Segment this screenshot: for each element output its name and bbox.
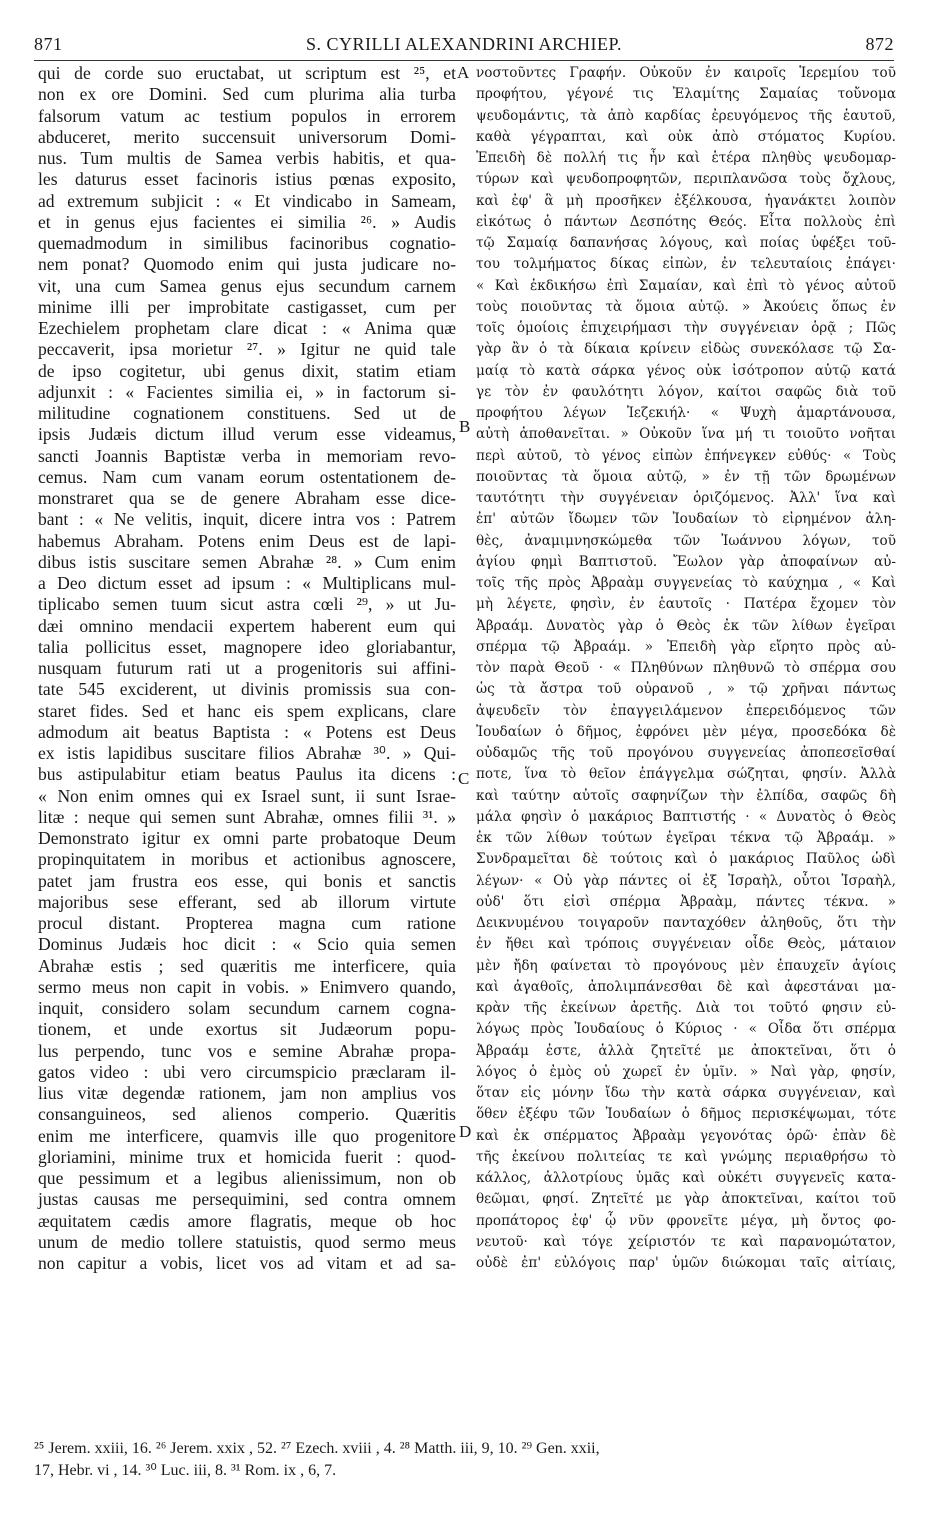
greek-text-line: Ἐπειδὴ δὲ πολλή τις ἦν καὶ ἑτέρα πληθὺς ψευδομαρ- [476,150,896,166]
latin-text-line: gatos video : ubi vero circumspicio præclaram il- [38,1061,456,1082]
latin-text-line: falsorum vatum ac testium populos in errorem [38,105,456,126]
latin-text-line: minime illi per improbitate castigasset, cum per [38,296,456,317]
latin-text-line: gloriamini, minime trux et homicida fuerit : quod- [38,1146,456,1167]
latin-text-line: ipsis Judæis dictum illud verum esse videamus, [38,424,456,445]
latin-text-line: les daturus esset facinoris istius pœnas exposito, [38,169,456,190]
latin-text-line: ex istis lapidibus suscitare filios Abrahæ ³⁰. » Qui- [38,743,456,763]
latin-text-line: non ex ore Domini. Sed cum plurima alia turba [38,84,456,105]
greek-text-line: μὲν ἤδη φαίνεται τὸ προγόνους μὲν ἐπαυχεῖν ἁγίοις [476,957,896,974]
latin-text-line: unum de medio tollere statuistis, quod sermo meus [38,1231,456,1252]
latin-text-line: nus. Tum multis de Samea verbis habitis, et qua- [38,148,456,168]
greek-text-line: λόγος ὁ ἐμὸς οὐ χωρεῖ ἐν ὑμῖν. » Ναὶ γὰρ, φησίν, [476,1063,896,1080]
greek-text-line: σπέρμα τῷ Ἀβραάμ. » Ἐπειδὴ γὰρ εἴρητο πρὸς αὐ- [476,638,896,655]
latin-text-line: dæi omnino mendacii expertem haberent eum qui [38,615,456,636]
greek-text-line: κρὰν τῆς ἐκείνων ἀρετῆς. Διὰ τοι τοῦτό φησιν εὐ- [476,1000,896,1016]
latin-text-line: de ipso cogitetur, ubi genus dixit, statim etiam [38,360,456,381]
latin-text-line: qui de corde suo eructabat, ut scriptum est ²⁵, et [38,63,456,83]
latin-text-line: cemus. Nam cum vanam eorum ostentationem de- [38,466,456,487]
page-header [34,34,894,58]
greek-text-line: τοῖς τῆς πρὸς Ἀβραὰμ συγγενείας τὸ καύχημα , « Καὶ [476,575,896,591]
greek-text-line: κάλλος, ἀλλοτρίους ὑμᾶς καὶ οὐκέτι συγγενεῖς κατα- [476,1170,896,1186]
greek-text-line: τοὺς ποιοῦντας τὰ ὅμοια αὐτῷ. » Ἀκούεις ὅπως ἐν [476,298,896,315]
greek-text-line: ἁγίου φημὶ Βαπτιστοῦ. Ἔωλον γὰρ ἀποφαίνων αὐ- [476,553,896,570]
greek-text-line: καὶ ἐφ' ἃ μὴ προσῆκεν ἐξέλκουσα, ἠγανάκτει λοιπὸν [476,192,896,209]
latin-text-line: talia pollicitus esset, magnopere ideo gloriabantur, [38,636,456,657]
latin-text-line: ad extremum subjicit : « Et vindicabo in Sameam, [38,190,456,211]
latin-text-line: habemus Abraham. Potens enim Deus est de lapi- [38,530,456,551]
latin-text-line: consanguineos, sed alienos comperio. Quæritis [38,1104,456,1125]
greek-text-line: ὅθεν ἐξέφυ τῶν Ἰουδαίων ὁ δῆμος περισκέψωμαι, τότε [476,1106,896,1123]
latin-text-line: bant : « Ne velitis, inquit, dicere intra vos : Patrem [38,509,456,530]
greek-text-line: ἀψευδεῖν τὸν ἐπαγγειλάμενον ἐπερειδόμενος τῶν [476,702,896,719]
latin-text-line: vit, una cum Samea genus ejus secundum carnem [38,275,456,296]
latin-text-line: Dominus Judæis hoc dicit : « Scio quia semen [38,934,456,955]
greek-text-line: Δεικνυμένου τοιγαροῦν πανταχόθεν ἀληθοῦς, ὅτι τὴν [476,915,896,931]
greek-text-line: γὰρ ἂν ὁ τὰ δίκαια κρίνειν εἰδὼς συνεκόλασε τῷ Σα- [476,341,896,358]
header-rule [34,60,894,61]
greek-text-line: Συνδραμεῖται δὲ τούτοις καὶ ὁ μακάριος Παῦλος ὡδὶ [476,851,896,868]
greek-text-line: ποτε, ἵνα τὸ θεῖον ἐπάγγελμα σώζηται, φησίν. Ἀλλὰ [476,766,896,783]
greek-column [476,63,896,1274]
footnote-line: 17, Hebr. vi , 14. ³⁰ Luc. iii, 8. ³¹ Rom. ix , 6, 7. [34,1462,337,1479]
latin-text-line: adjunxit : « Facientes similia ei, » in factorum si- [38,381,456,402]
greek-text-line: εἰκότως ὁ πάντων Δεσπότης Θεός. Εἶτα πολλοὺς ἐπὶ [476,213,896,230]
margin-marker-b: B [459,417,471,436]
greek-text-line: οὐδὲ ἐπ' εὐλόγοις παρ' ὑμῶν διώκομαι ταῖς αἰτίαις, [476,1255,896,1271]
greek-text-line: γε τὸν ἐν φαυλότητι λόγον, καίτοι σαφῶς διὰ τοῦ [476,383,896,400]
greek-text-line: νοστοῦντες Γραφήν. Οὐκοῦν ἐν καιροῖς Ἱερεμίου τοῦ [476,65,896,81]
margin-marker-d: D [459,1122,472,1141]
latin-text-line: staret fides. Sed et hanc eis spem explicans, clare [38,700,456,721]
greek-text-line: τύρων καὶ ψευδοπροφητῶν, περιπλανῶσα τοὺς ὄχλους, [476,171,896,188]
greek-text-line: προφήτου λέγων Ἰεζεκιήλ· « Ψυχὴ ἁμαρτάνουσα, [476,405,896,421]
greek-text-line: ἐν ἤθει καὶ τρόποις συγγένειαν οἶδε Θεὸς, μάταιον [476,936,896,953]
latin-text-line: inquit, considero solam secundum carnem cogna- [38,998,456,1018]
latin-text-line: justas causas me persequimini, sed contra omnem [38,1189,456,1210]
latin-text-line: monstraret qua se de genere Abraham esse dice- [38,488,456,508]
greek-text-line: θεῶμαι, φησί. Ζητεῖτέ με γὰρ ἀποκτεῖναι, καίτοι τοῦ [476,1191,896,1208]
latin-text-line: et in genus ejus facientes ei similia ²⁶. » Audis [38,211,456,232]
latin-text-line: patet jam frustra eos esse, qui bonis et sanctis [38,870,456,891]
latin-text-line: militudine cognationem constituens. Sed ut de [38,403,456,423]
latin-text-line: quemadmodum in similibus facinoribus cognatio- [38,233,456,253]
greek-text-line: τῷ Σαμαίᾳ δαπανήσας λόγους, καὶ ποίας ὑφέξει τοῦ- [476,235,896,251]
greek-text-line: τῆς ἐκείνου πολιτείας τε καὶ γνώμης περιαθρήσω τὸ [476,1148,896,1165]
latin-text-line: sermo meus non capit in vobis. » Enimvero quando, [38,976,456,997]
greek-text-line: θὲς, ἀναμιμνησκώμεθα τῶν Ἰωάννου λόγων, τοῦ [476,532,896,549]
greek-text-line: προπάτορος ἐφ' ᾧ νῦν φρονεῖτε μέγα, μὴ ὄντος φο- [476,1212,896,1229]
latin-text-line: a Deo dictum esset ad ipsum : « Multiplicans mul- [38,573,456,593]
page-number-right: 872 [865,34,894,54]
latin-text-line: admodum ait beatus Baptista : « Potens est Deus [38,721,456,742]
greek-text-line: περὶ αὐτοῦ, τὸ γένος εἰπὼν ἐπήνεγκεν εὐθύς· « Τοὺς [476,447,896,464]
greek-text-line: νευτοῦ· καὶ τόγε χείριστόν τε καὶ παρανομώτατον, [476,1233,896,1250]
greek-text-line: ψευδομάντις, τὰ ἀπὸ καρδίας ἐρευγόμενος τῆς ἑαυτοῦ, [476,107,896,124]
latin-text-line: dibus istis suscitare semen Abrahæ ²⁸. » Cum enim [38,551,456,572]
latin-text-line: Demonstrato igitur ex omni parte probatoque Deum [38,828,456,848]
latin-text-line: majoribus sese efferant, sed ab illorum virtute [38,891,456,912]
greek-text-line: οὐδ' ὅτι εἰσὶ σπέρμα Ἀβραὰμ, πάντες τέκνα. » [476,893,896,910]
greek-text-line: Ἀβραάμ. Δυνατὸς γὰρ ὁ Θεὸς ἐκ τῶν λίθων ἐγεῖραι [476,617,896,634]
latin-text-line: tate 545 exciderent, ut divinis promissis sua con- [38,679,456,700]
latin-text-line: peccaverit, ipsa morietur ²⁷. » Igitur ne quid tale [38,339,456,360]
greek-text-line: ποιοῦντας τὰ ὅμοια αὐτῷ, » ἐν τῇ τῶν δρωμένων [476,468,896,485]
greek-text-line: ὅταν εἰς μόνην ἴδω τὴν κατὰ σάρκα συγγένειαν, καὶ [476,1085,896,1101]
greek-text-line: αὐτὴ ἀποθανεῖται. » Οὐκοῦν ἵνα μή τι τοιοῦτο νοῆται [476,426,896,443]
greek-text-line: καὶ ἀγαθοῖς, ἀπολιμπάνεσθαι δὲ καὶ ἀφεστάναι μα- [476,978,896,995]
latin-text-line: litæ : neque qui semen sunt Abrahæ, omnes filii ³¹. » [38,806,456,827]
latin-text-line: enim me interficere, quamvis ille quo progenitore [38,1125,456,1146]
greek-text-line: καὶ ἐκ σπέρματος Ἀβραὰμ γεγονότας ὁρῶ· ἐπὰν δὲ [476,1127,896,1144]
greek-text-line: καὶ ταύτην αὐτοῖς σαφηνίζων τὴν ἐλπίδα, σαφῶς δὴ [476,787,896,804]
latin-text-line: lus perpendo, tunc vos e semine Abrahæ propa- [38,1040,456,1061]
latin-text-line: tionem, et unde exortus sit Judæorum popu- [38,1019,456,1040]
greek-text-line: του τολμήματος δίκας εἰπὼν, ἐν τελευταίοις ἐπάγει· [476,256,896,273]
latin-text-line: Abrahæ estis ; sed quæritis me interficere, quia [38,955,456,976]
footnotes [34,1438,894,1482]
greek-text-line: μαίᾳ τὸ κατὰ σάρκα γένος οὐκ ἰσότροπον αὐτῷ κατά [476,362,896,379]
greek-text-line: λέγων· « Οὐ γὰρ πάντες οἱ ἐξ Ἰσραὴλ, οὗτοι Ἰσραὴλ, [476,872,896,889]
greek-text-line: τὸν παρὰ Θεοῦ · « Πληθύνων πληθυνῶ τὸ σπέρμα σου [476,660,896,676]
latin-text-line: propinquitatem in moribus et actionibus agnoscere, [38,849,456,870]
latin-text-line: Ezechielem prophetam clare dicat : « Anima quæ [38,318,456,338]
latin-text-line: lius vitæ degendæ rationem, jam non amplius vos [38,1083,456,1103]
latin-text-line: sancti Joannis Baptistæ verba in memoriam revo- [38,445,456,466]
greek-text-line: Ἰουδαίων ὁ δῆμος, ἐφρόνει μὲν μέγα, προσεδόκα δὲ [476,723,896,740]
latin-text-line: « Non enim omnes qui ex Israel sunt, ii sunt Israe- [38,785,456,806]
footnote-line: ²⁵ Jerem. xxiii, 16. ²⁶ Jerem. xxix , 52. ²⁷ Ezech. xviii , 4. ²⁸ Matth. iii, 9, 10. ²⁹ Gen. xxii, [34,1440,600,1457]
latin-text-line: bus astipulabitur etiam beatus Paulus ita dicens : [38,764,456,785]
running-title: S. CYRILLI ALEXANDRINI ARCHIEP. [305,34,622,54]
greek-text-line: ταυτότητι τὴν συγγένειαν ὁριζόμενος. Ἀλλ' ἵνα καὶ [476,490,896,506]
latin-text-line: non capitur a vobis, licet vos ad vitam et ad sa- [38,1253,456,1273]
latin-text-line: procul distant. Propterea magna cum ratione [38,913,456,933]
greek-text-line: ἐκ τῶν λίθων τούτων ἐγεῖραι τέκνα τῷ Ἀβραάμ. » [476,830,896,846]
latin-text-line: tiplicabo semen tuum sicut astra cœli ²⁹, » ut Ju- [38,594,456,615]
margin-marker-c: C [458,769,470,788]
latin-text-line: nusquam futurum rati ut a progenitoris sui affini- [38,658,456,678]
greek-text-line: τοῖς ὁμοίοις ἐπιχειρήμασι τὴν συγγένειαν ὁρᾷ ; Πῶς [476,320,896,336]
latin-text-line: que pessimum et a legibus alienissimum, non ob [38,1168,456,1188]
greek-text-line: λόγως πρὸς Ἰουδαίους ὁ Κύριος · « Οἶδα ὅτι σπέρμα [476,1021,896,1038]
latin-text-line: abduceret, merito succensuit universorum Domi- [38,126,456,147]
greek-text-line: μάλα φησὶν ὁ μακάριος Βαπτιστής · « Δυνατὸς ὁ Θεὸς [476,808,896,825]
greek-text-line: μὴ λέγετε, φησὶν, ἐν ἑαυτοῖς · Πατέρα ἔχομεν τὸν [476,596,896,613]
page-number-left: 871 [34,34,63,54]
greek-text-line: καθὰ γέγραπται, καὶ οὐκ ἀπὸ στόματος Κυρίου. [476,128,896,145]
latin-column [38,63,456,1274]
latin-text-line: æquitatem cædis amore flagratis, meque ob hoc [38,1210,456,1231]
margin-marker-a: A [457,63,470,82]
greek-text-line: Ἀβραάμ ἐστε, ἀλλὰ ζητεῖτέ με ἀποκτεῖναι, ὅτι ὁ [476,1042,896,1059]
greek-text-line: ἐπ' αὐτῶν ἴδωμεν τῶν Ἰουδαίων τὸ εἰρημένον ἀλη- [476,511,896,528]
greek-text-line: « Καὶ ἐκδικήσω ἐπὶ Σαμαίαν, καὶ ἐπὶ τὸ γένος αὐτοῦ [476,277,896,294]
greek-text-line: ὡς τὰ ἄστρα τοῦ οὐρανοῦ , » τῷ χρῆναι πάντως [476,681,896,698]
latin-text-line: nem ponat? Quomodo enim qui justa judicare no- [38,254,456,275]
greek-text-line: οὐδαμῶς τῆς τοῦ προγόνου συγγενείας ἀποπεσεῖσθαί [476,745,896,761]
greek-text-line: προφήτου, γέγονέ τις Ἐλαμίτης Σαμαίας τοὔνομα [476,86,896,103]
